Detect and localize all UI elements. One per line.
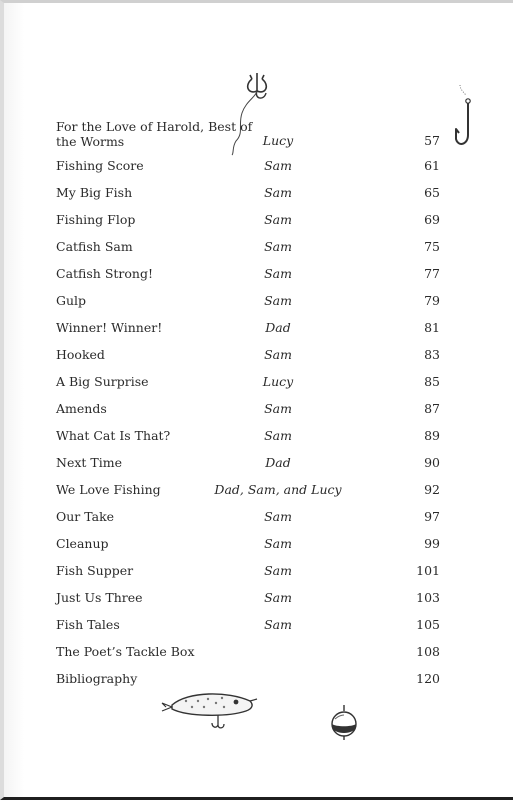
entry-title: My Big Fish [56, 185, 133, 200]
entry-page-number: 57 [424, 133, 440, 148]
toc-entry [56, 266, 446, 293]
entry-author: Sam [264, 239, 292, 254]
entry-page-number: 61 [424, 158, 440, 173]
entry-title: Gulp [56, 293, 87, 308]
entry-page-number: 97 [424, 509, 440, 524]
entry-author: Sam [264, 428, 292, 443]
entry-page-number: 83 [424, 347, 440, 362]
entry-author: Sam [264, 590, 292, 605]
entry-author: Sam [264, 401, 292, 416]
toc-entry [56, 239, 446, 266]
entry-title: The Poet’s Tackle Box [56, 644, 195, 659]
fish-hook-icon [450, 83, 480, 155]
entry-title: Fish Supper [56, 563, 134, 578]
toc-entry [56, 347, 446, 374]
toc-entry [56, 119, 446, 158]
entry-title: Next Time [56, 455, 122, 470]
toc-entry [56, 158, 446, 185]
entry-author: Sam [264, 347, 292, 362]
toc-entry [56, 455, 446, 482]
toc-entry [56, 509, 446, 536]
entry-author: Dad [265, 455, 291, 470]
toc-entry [56, 482, 446, 509]
toc-entry [56, 401, 446, 428]
entry-title: Our Take [56, 509, 115, 524]
entry-author: Sam [264, 536, 292, 551]
entry-author: Sam [264, 158, 292, 173]
entry-page-number: 103 [416, 590, 440, 605]
entry-author: Lucy [262, 374, 294, 389]
entry-title: For the Love of Harold, Best of the Worms [56, 119, 253, 149]
entry-title: Amends [56, 401, 107, 416]
entry-title: Catfish Strong! [56, 266, 153, 281]
entry-author: Sam [264, 266, 292, 281]
table-of-contents [56, 119, 446, 698]
entry-author: Dad [265, 320, 291, 335]
entry-title: Catfish Sam [56, 239, 133, 254]
entry-title: Fishing Score [56, 158, 144, 173]
entry-page-number: 69 [424, 212, 440, 227]
toc-entry [56, 293, 446, 320]
bobber-icon [326, 703, 362, 741]
entry-title: Winner! Winner! [56, 320, 163, 335]
toc-entry [56, 617, 446, 644]
entry-title: What Cat Is That? [56, 428, 171, 443]
entry-page-number: 89 [424, 428, 440, 443]
entry-page-number: 101 [416, 563, 440, 578]
entry-title: Fishing Flop [56, 212, 136, 227]
entry-title: Fish Tales [56, 617, 120, 632]
entry-title: Just Us Three [56, 590, 143, 605]
entry-page-number: 77 [424, 266, 440, 281]
entry-page-number: 105 [416, 617, 440, 632]
entry-title: Hooked [56, 347, 105, 362]
entry-author: Sam [264, 563, 292, 578]
entry-author: Lucy [262, 133, 294, 148]
entry-author: Sam [264, 293, 292, 308]
entry-page-number: 108 [416, 644, 440, 659]
toc-entry [56, 212, 446, 239]
toc-entry [56, 320, 446, 347]
entry-author: Dad, Sam, and Lucy [214, 482, 342, 497]
entry-page-number: 79 [424, 293, 440, 308]
toc-entry [56, 644, 446, 671]
entry-author: Sam [264, 509, 292, 524]
toc-entry [56, 374, 446, 401]
toc-entry [56, 590, 446, 617]
entry-page-number: 75 [424, 239, 440, 254]
entry-title: A Big Surprise [56, 374, 149, 389]
entry-author: Sam [264, 617, 292, 632]
toc-entry [56, 185, 446, 212]
toc-entry [56, 563, 446, 590]
entry-page-number: 87 [424, 401, 440, 416]
entry-page-number: 65 [424, 185, 440, 200]
entry-page-number: 90 [424, 455, 440, 470]
entry-title: Bibliography [56, 671, 138, 686]
entry-page-number: 120 [416, 671, 440, 686]
toc-entry [56, 536, 446, 563]
entry-page-number: 99 [424, 536, 440, 551]
entry-author: Sam [264, 212, 292, 227]
toc-entry [56, 428, 446, 455]
entry-page-number: 81 [424, 320, 440, 335]
entry-title: Cleanup [56, 536, 109, 551]
entry-author: Sam [264, 185, 292, 200]
entry-page-number: 92 [424, 482, 440, 497]
entry-page-number: 85 [424, 374, 440, 389]
entry-title: We Love Fishing [56, 482, 161, 497]
fishing-lure-icon [158, 687, 258, 731]
